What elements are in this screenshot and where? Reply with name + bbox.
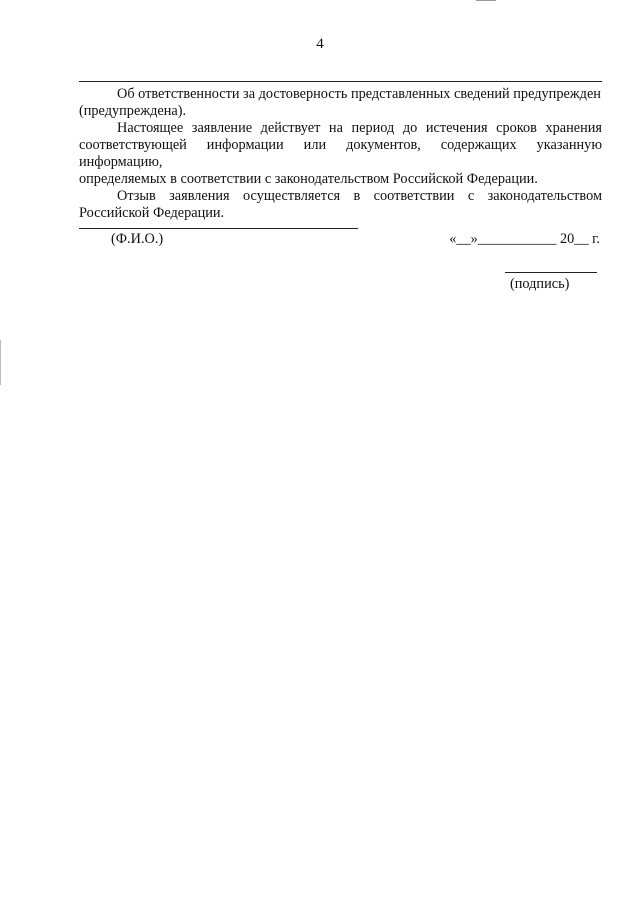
top-blank-line bbox=[79, 81, 602, 82]
validity-line-2: соответствующей информации или документов, содержащих указанную bbox=[79, 137, 602, 153]
scan-edge-mark-left bbox=[0, 340, 1, 385]
responsibility-line-1: Об ответственности за достоверность представленных сведений предупрежден bbox=[117, 86, 601, 102]
validity-line-1: Настоящее заявление действует на период до истечения сроков хранения bbox=[117, 120, 602, 136]
signature-blank-line bbox=[505, 272, 597, 273]
fio-blank-line bbox=[79, 228, 358, 229]
date-field: «__»___________ 20__ г. bbox=[449, 231, 600, 247]
statement-text bbox=[79, 86, 602, 222]
validity-line-4: определяемых в соответствии с законодательством Российской Федерации. bbox=[79, 171, 538, 187]
responsibility-line-2: (предупреждена). bbox=[79, 103, 187, 119]
page-number: 4 bbox=[316, 36, 324, 52]
fio-label: (Ф.И.О.) bbox=[111, 231, 164, 247]
signature-label: (подпись) bbox=[510, 276, 570, 292]
revocation-line-2: Российской Федерации. bbox=[79, 205, 225, 221]
revocation-line-1: Отзыв заявления осуществляется в соответствии с законодательством bbox=[117, 188, 602, 204]
scan-edge-mark bbox=[476, 0, 496, 1]
validity-line-3: информацию, bbox=[79, 154, 163, 170]
